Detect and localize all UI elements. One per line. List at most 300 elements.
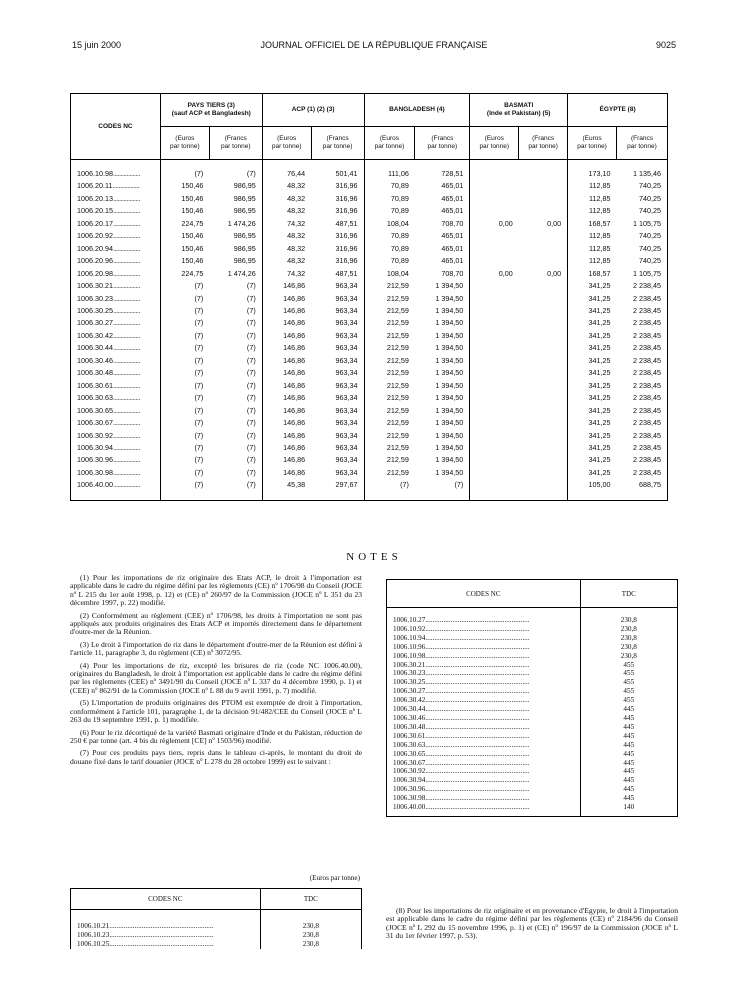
value-cell-bas-f — [519, 367, 568, 379]
value-cell-bd-f: 1 394,50 — [415, 280, 470, 292]
tdc-code-cell: 1006.30.98.......................................................... — [387, 794, 581, 803]
value-cell-eg-e: 341,25 — [568, 280, 617, 292]
tdc-row — [71, 940, 362, 949]
unit-header-eg-e: (Euros par tonne) — [568, 127, 617, 160]
tdc-value-cell: 230,8 — [580, 634, 677, 643]
tdc-code-cell: 1006.10.94.......................................................... — [387, 634, 581, 643]
value-cell-pt-e: (7) — [160, 392, 209, 404]
value-cell-eg-f: 2 238,45 — [617, 467, 668, 479]
value-cell-acp-e: 146,86 — [262, 430, 311, 442]
value-cell-acp-e: 146,86 — [262, 293, 311, 305]
code-cell: 1006.30.25.................. — [71, 305, 161, 317]
value-cell-bas-e: 0,00 — [470, 218, 519, 230]
code-cell: 1006.20.94.................. — [71, 243, 161, 255]
tdc-value-cell: 445 — [580, 759, 677, 768]
value-cell-eg-f: 2 238,45 — [617, 442, 668, 454]
value-cell-bd-e: 212,59 — [364, 430, 415, 442]
unit-header-acp-f: (Francs par tonne) — [311, 127, 364, 160]
value-cell-pt-f: (7) — [209, 380, 262, 392]
value-cell-bd-f: 1 394,50 — [415, 467, 470, 479]
value-cell-acp-e: 48,32 — [262, 230, 311, 242]
value-cell-eg-f: 740,25 — [617, 255, 668, 267]
value-cell-eg-f: 2 238,45 — [617, 380, 668, 392]
tdc-right-header-tdc: TDC — [580, 580, 677, 608]
value-cell-acp-e: 48,32 — [262, 205, 311, 217]
header-basmati: BASMATI (Inde et Pakistan) (5) — [470, 94, 568, 127]
value-cell-bd-e: (7) — [364, 479, 415, 500]
value-cell-eg-e: 168,57 — [568, 218, 617, 230]
value-cell-pt-f: (7) — [209, 330, 262, 342]
value-cell-bd-e: 212,59 — [364, 330, 415, 342]
value-cell-pt-f: (7) — [209, 405, 262, 417]
value-cell-bd-e: 212,59 — [364, 293, 415, 305]
tariff-table — [70, 93, 668, 501]
value-cell-bas-f — [519, 380, 568, 392]
value-cell-eg-f: 2 238,45 — [617, 405, 668, 417]
value-cell-eg-f: 2 238,45 — [617, 367, 668, 379]
value-cell-bd-e: 212,59 — [364, 280, 415, 292]
tdc-code-cell: 1006.10.23.......................................................... — [71, 931, 261, 940]
value-cell-bas-e — [470, 280, 519, 292]
value-cell-pt-e: 150,46 — [160, 193, 209, 205]
table-row — [71, 417, 668, 429]
value-cell-acp-f: 501,41 — [311, 160, 364, 181]
tdc-row — [387, 625, 678, 634]
unit-header-pt-e: (Euros par tonne) — [160, 127, 209, 160]
value-cell-acp-e: 45,38 — [262, 479, 311, 500]
value-cell-bas-f — [519, 355, 568, 367]
value-cell-bas-e — [470, 392, 519, 404]
value-cell-eg-e: 341,25 — [568, 367, 617, 379]
value-cell-eg-f: 2 238,45 — [617, 330, 668, 342]
value-cell-acp-f: 963,34 — [311, 467, 364, 479]
value-cell-eg-f: 740,25 — [617, 205, 668, 217]
value-cell-acp-e: 146,86 — [262, 467, 311, 479]
value-cell-pt-e: (7) — [160, 430, 209, 442]
code-cell: 1006.30.42.................. — [71, 330, 161, 342]
value-cell-bas-f — [519, 193, 568, 205]
value-cell-acp-f: 316,96 — [311, 205, 364, 217]
value-cell-acp-e: 146,86 — [262, 342, 311, 354]
tdc-code-cell: 1006.30.25.......................................................... — [387, 678, 581, 687]
code-cell: 1006.30.63.................. — [71, 392, 161, 404]
value-cell-bas-e — [470, 454, 519, 466]
note-8: (8) Pour les importations de riz originaire et en provenance d'Egypte, le droit à l'importation est applicable dans le cadre du régime défini par les règlements (CE) nº 2184/96 du Conseil (JOCE nº L 292 du 15 novembre 1996, p. 1) et (CE) nº 196/97 de la Commission (JOCE nº L 31 du 1er février 1997, p. 53). — [386, 906, 678, 941]
value-cell-pt-f: (7) — [209, 342, 262, 354]
note-paragraph: (1) Pour les importations de riz originaire des Etats ACP, le droit à l'importation est applicable dans le cadre du régime défini par les règlements (CE) nº 1706/98 du Conseil (JOCE nº L 215 du 1er août 1998, p. 12) et (CE) nº 260/97 de la Commission (JOCE nº L 351 du 23 décembre 1997, p. 22) modifié. — [70, 573, 362, 608]
value-cell-bd-e: 212,59 — [364, 467, 415, 479]
value-cell-bas-f — [519, 160, 568, 181]
tdc-code-cell: 1006.30.63.......................................................... — [387, 741, 581, 750]
unit-header-bd-f: (Francs par tonne) — [415, 127, 470, 160]
table-row — [71, 342, 668, 354]
value-cell-acp-e: 146,86 — [262, 380, 311, 392]
table-row — [71, 392, 668, 404]
value-cell-eg-e: 341,25 — [568, 442, 617, 454]
value-cell-bd-f: 1 394,50 — [415, 342, 470, 354]
value-cell-acp-e: 146,86 — [262, 317, 311, 329]
value-cell-pt-f: (7) — [209, 293, 262, 305]
value-cell-bas-f — [519, 330, 568, 342]
table-row — [71, 180, 668, 192]
code-cell: 1006.30.23.................. — [71, 293, 161, 305]
unit-header-pt-f: (Francs par tonne) — [209, 127, 262, 160]
value-cell-eg-e: 341,25 — [568, 417, 617, 429]
value-cell-bas-f — [519, 454, 568, 466]
value-cell-bd-f: 708,70 — [415, 268, 470, 280]
value-cell-pt-e: 150,46 — [160, 180, 209, 192]
value-cell-acp-e: 74,32 — [262, 218, 311, 230]
value-cell-bd-f: 708,70 — [415, 218, 470, 230]
table-row — [71, 405, 668, 417]
value-cell-pt-e: 150,46 — [160, 243, 209, 255]
value-cell-acp-e: 146,86 — [262, 454, 311, 466]
value-cell-eg-f: 2 238,45 — [617, 280, 668, 292]
value-cell-pt-f: 986,95 — [209, 205, 262, 217]
value-cell-acp-f: 963,34 — [311, 293, 364, 305]
tdc-row — [387, 714, 678, 723]
notes-text — [70, 574, 362, 770]
table-row — [71, 268, 668, 280]
value-cell-acp-f: 487,51 — [311, 218, 364, 230]
value-cell-bas-f — [519, 467, 568, 479]
value-cell-bas-f — [519, 430, 568, 442]
code-cell: 1006.40.00.................. — [71, 479, 161, 500]
value-cell-acp-f: 487,51 — [311, 268, 364, 280]
table-row — [71, 442, 668, 454]
value-cell-eg-e: 112,85 — [568, 193, 617, 205]
value-cell-acp-e: 48,32 — [262, 180, 311, 192]
value-cell-pt-f: 1 474,26 — [209, 218, 262, 230]
value-cell-eg-f: 2 238,45 — [617, 342, 668, 354]
value-cell-bas-f — [519, 392, 568, 404]
tdc-row — [387, 652, 678, 661]
tdc-value-cell: 445 — [580, 785, 677, 794]
tdc-value-cell: 445 — [580, 741, 677, 750]
value-cell-bas-e — [470, 180, 519, 192]
value-cell-eg-f: 688,75 — [617, 479, 668, 500]
value-cell-acp-f: 963,34 — [311, 392, 364, 404]
table-row — [71, 193, 668, 205]
tdc-value-cell: 230,8 — [260, 940, 361, 949]
tdc-value-cell: 230,8 — [580, 643, 677, 652]
tdc-code-cell: 1006.10.92.......................................................... — [387, 625, 581, 634]
tdc-row — [71, 910, 362, 931]
value-cell-acp-f: 316,96 — [311, 255, 364, 267]
tdc-value-cell: 455 — [580, 661, 677, 670]
value-cell-acp-e: 146,86 — [262, 330, 311, 342]
value-cell-bd-e: 70,89 — [364, 255, 415, 267]
value-cell-bas-e — [470, 367, 519, 379]
tdc-code-cell: 1006.30.21.......................................................... — [387, 661, 581, 670]
value-cell-acp-f: 316,96 — [311, 180, 364, 192]
value-cell-bas-e — [470, 479, 519, 500]
value-cell-acp-f: 963,34 — [311, 454, 364, 466]
value-cell-eg-e: 173,10 — [568, 160, 617, 181]
value-cell-pt-e: (7) — [160, 293, 209, 305]
value-cell-bas-e — [470, 305, 519, 317]
value-cell-bas-e — [470, 417, 519, 429]
value-cell-pt-e: 150,46 — [160, 230, 209, 242]
value-cell-eg-f: 2 238,45 — [617, 417, 668, 429]
value-cell-bd-f: 1 394,50 — [415, 305, 470, 317]
value-cell-pt-e: (7) — [160, 380, 209, 392]
value-cell-bas-f — [519, 230, 568, 242]
code-cell: 1006.20.96.................. — [71, 255, 161, 267]
value-cell-eg-e: 341,25 — [568, 317, 617, 329]
value-cell-bd-f: 1 394,50 — [415, 355, 470, 367]
value-cell-bd-f: 1 394,50 — [415, 454, 470, 466]
value-cell-pt-e: (7) — [160, 330, 209, 342]
code-cell: 1006.10.98.................. — [71, 160, 161, 181]
value-cell-bas-e: 0,00 — [470, 268, 519, 280]
value-cell-eg-f: 740,25 — [617, 230, 668, 242]
unit-header-bd-e: (Euros par tonne) — [364, 127, 415, 160]
value-cell-bas-e — [470, 317, 519, 329]
value-cell-bas-f — [519, 442, 568, 454]
code-cell: 1006.30.61.................. — [71, 380, 161, 392]
value-cell-acp-e: 146,86 — [262, 442, 311, 454]
value-cell-acp-f: 963,34 — [311, 405, 364, 417]
value-cell-pt-f: (7) — [209, 430, 262, 442]
code-cell: 1006.20.17.................. — [71, 218, 161, 230]
value-cell-bas-f — [519, 405, 568, 417]
table-row — [71, 280, 668, 292]
tdc-row — [387, 785, 678, 794]
note-paragraph: (2) Conformément au règlement (CEE) nº 1706/98, les droits à l'importation ne sont pas appliqués aux produits originaires des Etats ACP et importés directement dans le département d'outre-mer de la Réunion. — [70, 610, 362, 637]
value-cell-eg-f: 2 238,45 — [617, 454, 668, 466]
value-cell-pt-f: (7) — [209, 160, 262, 181]
tdc-row — [387, 669, 678, 678]
value-cell-bas-f — [519, 317, 568, 329]
code-cell: 1006.30.27.................. — [71, 317, 161, 329]
tdc-row — [387, 678, 678, 687]
value-cell-bd-e: 212,59 — [364, 442, 415, 454]
tdc-code-cell: 1006.30.96.......................................................... — [387, 785, 581, 794]
tdc-code-cell: 1006.10.27.......................................................... — [387, 608, 581, 625]
value-cell-acp-e: 48,32 — [262, 243, 311, 255]
value-cell-acp-e: 146,86 — [262, 305, 311, 317]
table-row — [71, 380, 668, 392]
value-cell-bd-f: 465,01 — [415, 180, 470, 192]
tdc-code-cell: 1006.10.21.......................................................... — [71, 910, 261, 931]
tdc-code-cell: 1006.30.48.......................................................... — [387, 723, 581, 732]
value-cell-pt-e: 150,46 — [160, 255, 209, 267]
tdc-code-cell: 1006.10.96.......................................................... — [387, 643, 581, 652]
tdc-row — [387, 794, 678, 803]
header-pays-tiers: PAYS TIERS (3) (sauf ACP et Bangladesh) — [160, 94, 262, 127]
code-cell: 1006.20.11.................. — [71, 180, 161, 192]
tdc-row — [387, 608, 678, 625]
page-number: 9025 — [655, 40, 676, 50]
value-cell-pt-e: (7) — [160, 442, 209, 454]
tdc-value-cell: 230,8 — [260, 910, 361, 931]
value-cell-pt-e: (7) — [160, 417, 209, 429]
value-cell-bas-e — [470, 430, 519, 442]
tdc-row — [387, 696, 678, 705]
value-cell-pt-f: (7) — [209, 454, 262, 466]
value-cell-bd-e: 212,59 — [364, 342, 415, 354]
tdc-table-left — [70, 888, 362, 949]
tdc-value-cell: 230,8 — [580, 608, 677, 625]
value-cell-pt-e: (7) — [160, 454, 209, 466]
value-cell-pt-e: 224,75 — [160, 268, 209, 280]
code-cell: 1006.20.15.................. — [71, 205, 161, 217]
value-cell-eg-f: 1 105,75 — [617, 218, 668, 230]
value-cell-bd-f: 1 394,50 — [415, 293, 470, 305]
unit-label: (Euros par tonne) — [309, 874, 360, 882]
value-cell-acp-f: 316,96 — [311, 230, 364, 242]
value-cell-bas-f — [519, 255, 568, 267]
value-cell-pt-e: 224,75 — [160, 218, 209, 230]
value-cell-bd-e: 108,04 — [364, 218, 415, 230]
value-cell-pt-f: (7) — [209, 467, 262, 479]
tdc-code-cell: 1006.30.94.......................................................... — [387, 776, 581, 785]
value-cell-pt-f: 986,95 — [209, 243, 262, 255]
tdc-code-cell: 1006.30.67.......................................................... — [387, 759, 581, 768]
value-cell-bas-e — [470, 330, 519, 342]
value-cell-acp-f: 316,96 — [311, 243, 364, 255]
value-cell-pt-f: 986,95 — [209, 230, 262, 242]
value-cell-eg-f: 2 238,45 — [617, 430, 668, 442]
value-cell-pt-f: (7) — [209, 417, 262, 429]
tdc-code-cell: 1006.30.61.......................................................... — [387, 732, 581, 741]
value-cell-eg-f: 2 238,45 — [617, 293, 668, 305]
value-cell-bd-f: 465,01 — [415, 230, 470, 242]
tdc-value-cell: 445 — [580, 750, 677, 759]
tdc-code-cell: 1006.30.27.......................................................... — [387, 687, 581, 696]
value-cell-eg-f: 1 105,75 — [617, 268, 668, 280]
tdc-value-cell: 140 — [580, 803, 677, 816]
table-row — [71, 243, 668, 255]
value-cell-bas-e — [470, 442, 519, 454]
value-cell-bd-f: 1 394,50 — [415, 430, 470, 442]
tdc-code-cell: 1006.40.00.......................................................... — [387, 803, 581, 816]
table-row — [71, 205, 668, 217]
table-row — [71, 317, 668, 329]
note-paragraph: (7) Pour ces produits pays tiers, repris dans le tableau ci-après, le montant du droit de douane fixé dans le tarif douanier (JOCE nº L 278 du 28 octobre 1999) est le suivant : — [70, 748, 362, 766]
page-date: 15 juin 2000 — [72, 40, 122, 50]
value-cell-bd-f: 465,01 — [415, 255, 470, 267]
value-cell-bas-f — [519, 293, 568, 305]
value-cell-bas-e — [470, 205, 519, 217]
value-cell-eg-f: 2 238,45 — [617, 305, 668, 317]
value-cell-acp-f: 963,34 — [311, 330, 364, 342]
value-cell-bd-e: 70,89 — [364, 180, 415, 192]
code-cell: 1006.30.94.................. — [71, 442, 161, 454]
tdc-value-cell: 230,8 — [260, 931, 361, 940]
value-cell-acp-e: 74,32 — [262, 268, 311, 280]
value-cell-bas-f — [519, 479, 568, 500]
value-cell-bd-f: 1 394,50 — [415, 367, 470, 379]
tdc-code-cell: 1006.30.44.......................................................... — [387, 705, 581, 714]
value-cell-bd-e: 212,59 — [364, 380, 415, 392]
value-cell-bd-e: 212,59 — [364, 305, 415, 317]
value-cell-bd-f: 1 394,50 — [415, 417, 470, 429]
value-cell-acp-f: 963,34 — [311, 417, 364, 429]
value-cell-bas-e — [470, 193, 519, 205]
value-cell-bd-f: 1 394,50 — [415, 317, 470, 329]
value-cell-eg-e: 341,25 — [568, 330, 617, 342]
notes-title: NOTES — [346, 551, 402, 563]
value-cell-acp-e: 146,86 — [262, 417, 311, 429]
tdc-row — [387, 750, 678, 759]
tdc-value-cell: 445 — [580, 732, 677, 741]
unit-header-acp-e: (Euros par tonne) — [262, 127, 311, 160]
value-cell-bd-f: 728,51 — [415, 160, 470, 181]
value-cell-bas-e — [470, 160, 519, 181]
value-cell-pt-e: 150,46 — [160, 205, 209, 217]
value-cell-bd-f: 465,01 — [415, 193, 470, 205]
value-cell-pt-f: 986,95 — [209, 255, 262, 267]
value-cell-eg-e: 112,85 — [568, 180, 617, 192]
note-paragraph: (3) Le droit à l'importation de riz dans le département d'outre-mer de la Réunion est défini à l'article 11, paragraphe 3, du règlement (CE) nº 3072/95. — [70, 639, 362, 658]
value-cell-bas-f: 0,00 — [519, 218, 568, 230]
value-cell-eg-e: 112,85 — [568, 243, 617, 255]
value-cell-bd-e: 212,59 — [364, 355, 415, 367]
value-cell-eg-e: 341,25 — [568, 342, 617, 354]
value-cell-bd-e: 212,59 — [364, 367, 415, 379]
table-row — [71, 160, 668, 181]
value-cell-pt-e: (7) — [160, 317, 209, 329]
value-cell-acp-f: 963,34 — [311, 430, 364, 442]
table-row — [71, 467, 668, 479]
tdc-left-header-codes: CODES NC — [71, 889, 261, 910]
value-cell-pt-e: (7) — [160, 355, 209, 367]
value-cell-bas-f — [519, 342, 568, 354]
tdc-row — [387, 732, 678, 741]
tdc-code-cell: 1006.10.25.......................................................... — [71, 940, 261, 949]
value-cell-acp-e: 48,32 — [262, 193, 311, 205]
tdc-row — [387, 705, 678, 714]
value-cell-pt-f: (7) — [209, 355, 262, 367]
value-cell-acp-e: 146,86 — [262, 392, 311, 404]
value-cell-pt-e: (7) — [160, 367, 209, 379]
value-cell-bas-f — [519, 417, 568, 429]
value-cell-pt-e: (7) — [160, 405, 209, 417]
code-cell: 1006.30.65.................. — [71, 405, 161, 417]
value-cell-bas-f: 0,00 — [519, 268, 568, 280]
value-cell-bd-e: 212,59 — [364, 454, 415, 466]
code-cell: 1006.30.92.................. — [71, 430, 161, 442]
tdc-row — [387, 776, 678, 785]
unit-header-eg-f: (Francs par tonne) — [617, 127, 668, 160]
value-cell-bd-e: 70,89 — [364, 193, 415, 205]
table-row — [71, 255, 668, 267]
value-cell-pt-f: (7) — [209, 367, 262, 379]
header-codes-nc: CODES NC — [71, 94, 161, 160]
value-cell-eg-f: 2 238,45 — [617, 392, 668, 404]
table-row — [71, 355, 668, 367]
value-cell-bas-e — [470, 243, 519, 255]
value-cell-pt-f: (7) — [209, 305, 262, 317]
value-cell-bd-e: 70,89 — [364, 243, 415, 255]
value-cell-bas-e — [470, 355, 519, 367]
value-cell-eg-f: 2 238,45 — [617, 317, 668, 329]
value-cell-eg-f: 1 135,46 — [617, 160, 668, 181]
value-cell-bas-f — [519, 205, 568, 217]
tdc-row — [387, 759, 678, 768]
unit-header-bas-e: (Euros par tonne) — [470, 127, 519, 160]
tdc-row — [387, 634, 678, 643]
value-cell-pt-f: (7) — [209, 479, 262, 500]
tdc-value-cell: 455 — [580, 669, 677, 678]
value-cell-bd-f: 1 394,50 — [415, 392, 470, 404]
value-cell-bd-f: 465,01 — [415, 243, 470, 255]
value-cell-acp-e: 146,86 — [262, 355, 311, 367]
value-cell-pt-f: 1 474,26 — [209, 268, 262, 280]
table-row — [71, 293, 668, 305]
